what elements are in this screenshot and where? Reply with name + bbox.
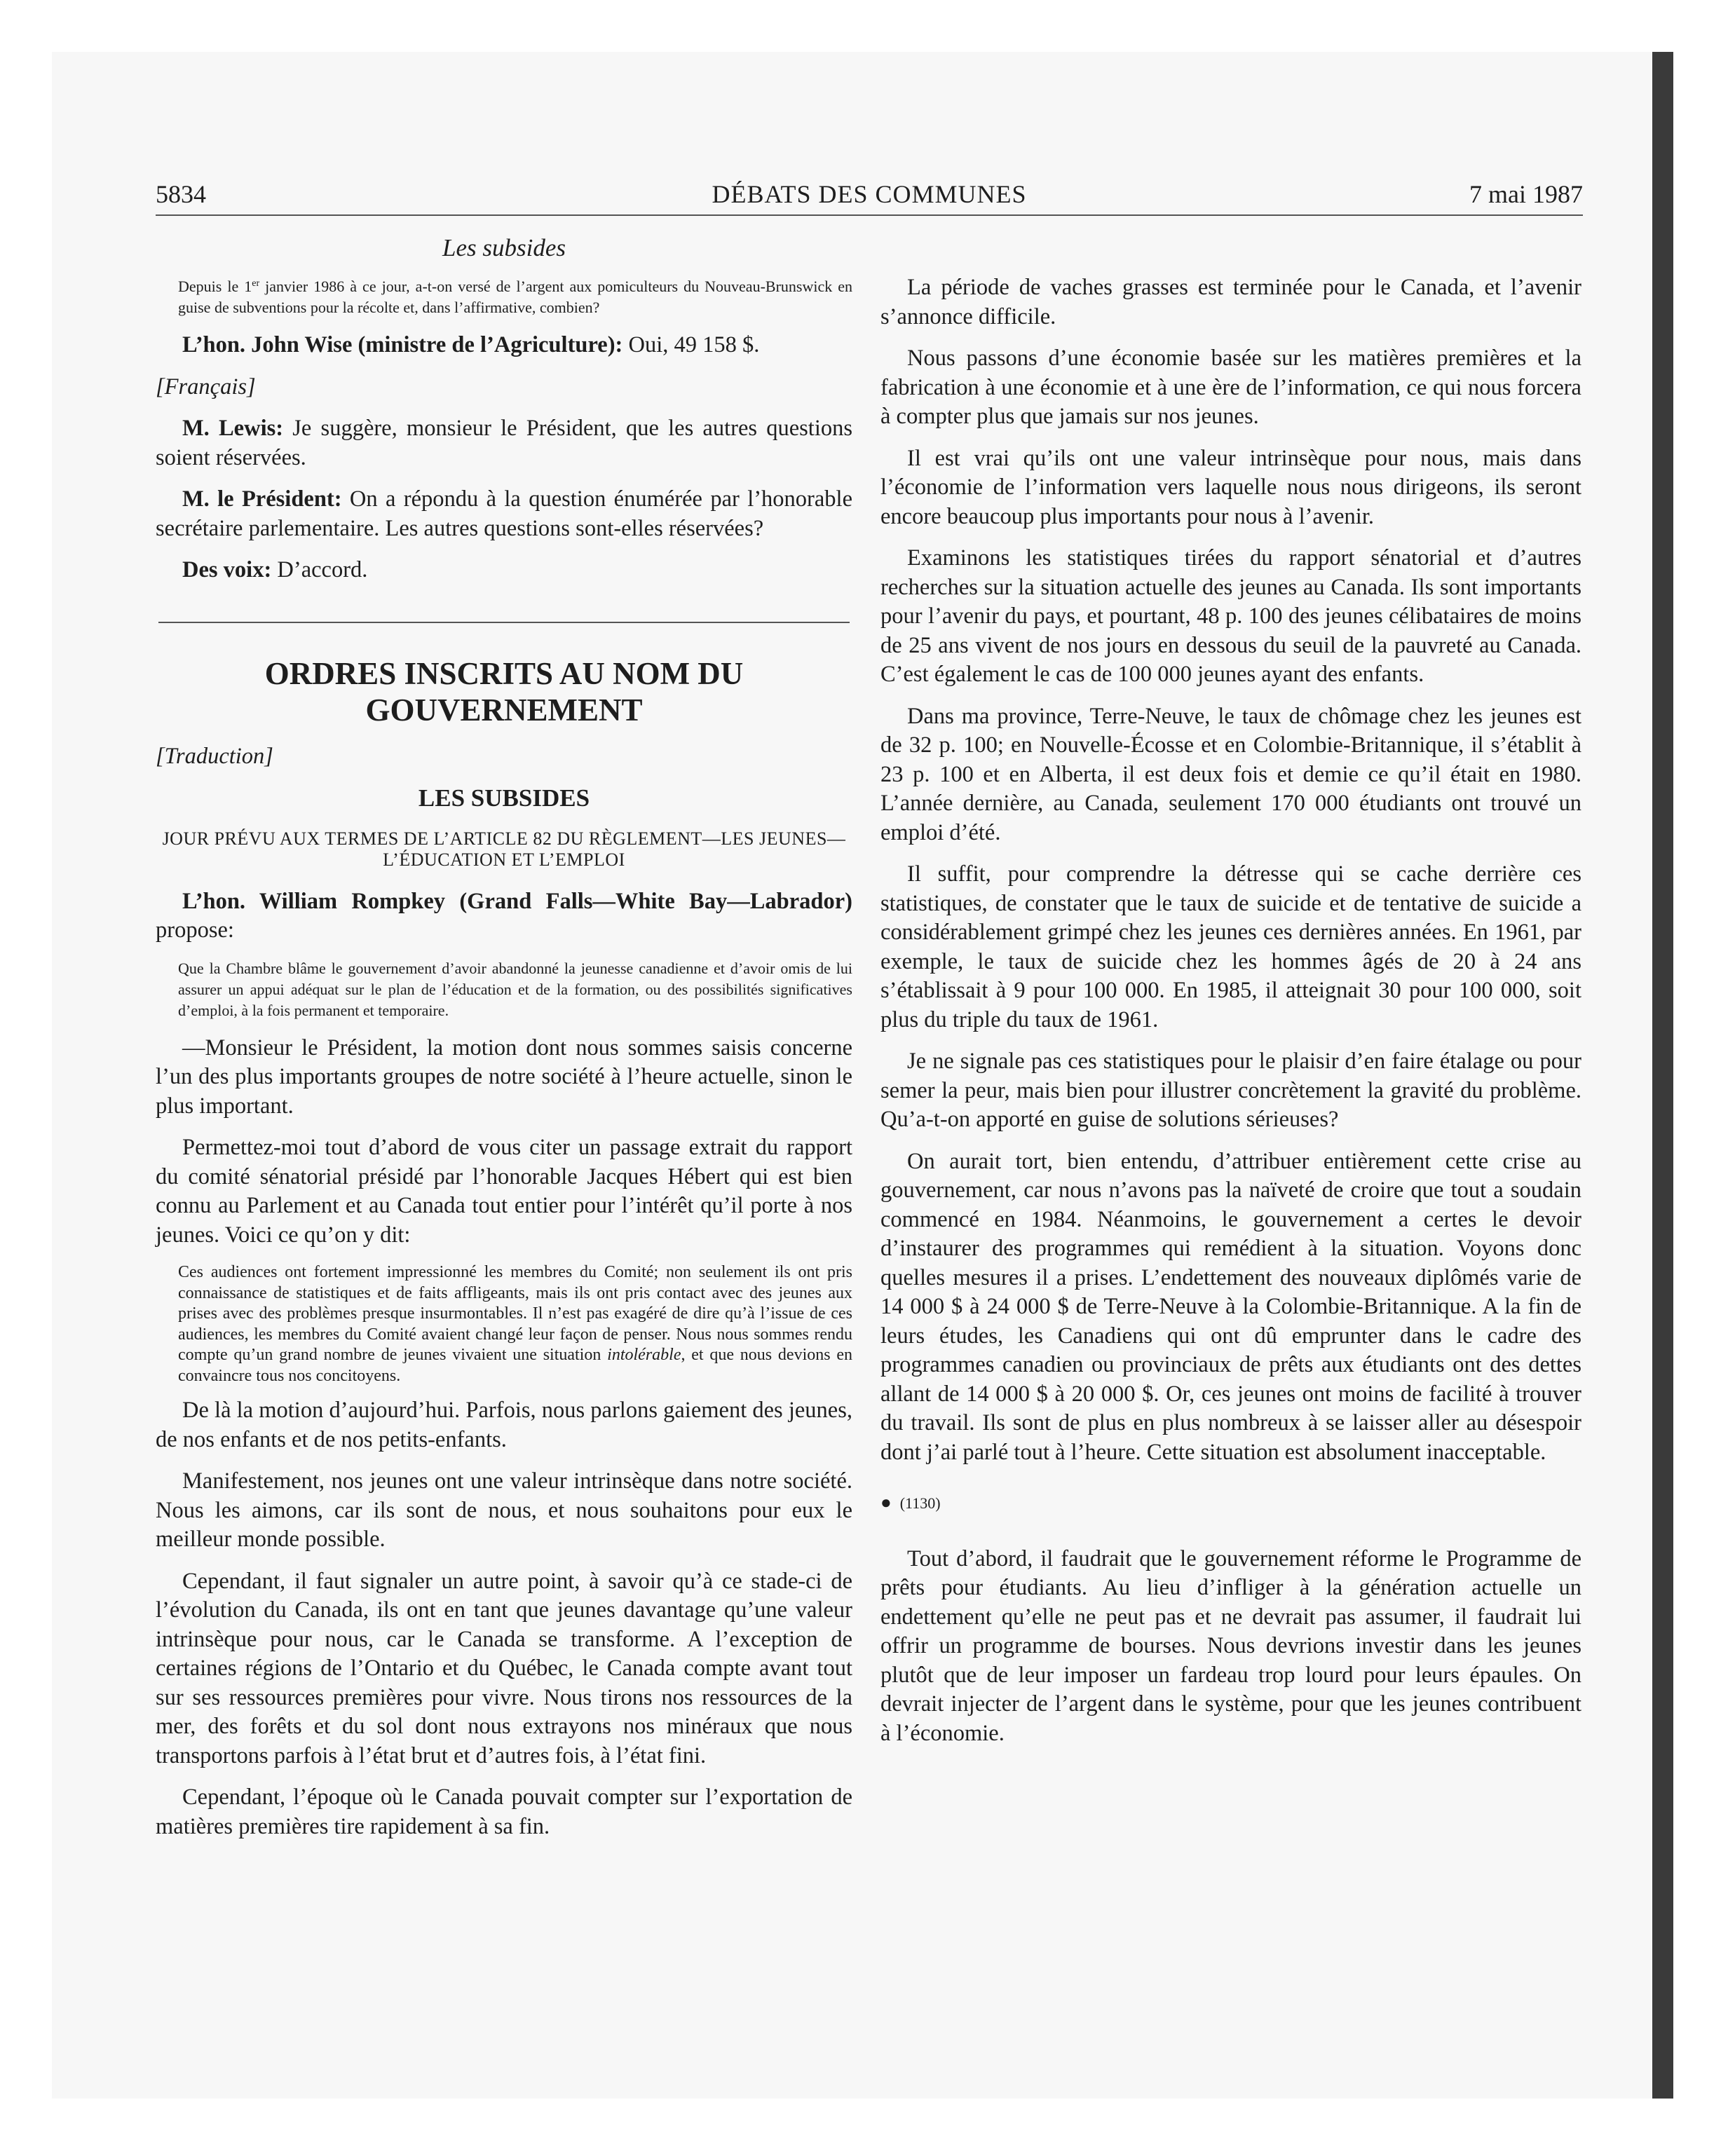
paragraph: —Monsieur le Président, la motion dont nous sommes saisis concerne l’un des plus importants groupes de notre société à l’heure actuelle, sinon le plus important. [156, 1035, 852, 1119]
paragraph: Je ne signale pas ces statistiques pour le plaisir d’en faire étalage ou pour semer la peur, mais bien pour illustrer concrètement la gravité du problème. Qu’a-t-on apporté en guise de solutions sérieuses? [880, 1049, 1581, 1132]
section-title: ORDRES INSCRITS AU NOM DU GOUVERNEMENT [264, 655, 744, 728]
lewis-statement [156, 414, 852, 472]
paragraph: Il est vrai qu’ils ont une valeur intrinsèque pour nous, mais dans l’économie de l’information vers laquelle nous nous dirigeons, ils seront encore beaucoup plus importants pour nous à l’avenir. [880, 445, 1581, 529]
time-marker [880, 1488, 1581, 1518]
wise-reply [156, 331, 852, 360]
paragraph: On aurait tort, bien entendu, d’attribuer entièrement cette crise au gouvernement, car nous n’avons pas la naïveté de croire que tout a soudain commencé en 1984. Néanmoins, le gouvernement a certes le devoir d’instaurer des programmes qui remédient à la situation. Voyons donc quelles mesures il a prises. L’endettement des nouveaux diplômés varie de 14 000 $ à 24 000 $ de Terre-Neuve à la Colombie-Britannique. A la fin de leurs études, les Canadiens qui ont dû emprunter dans le cadre des programmes canadien ou provinciaux de prêts aux étudiants ont des dettes allant de 14 000 $ à 20 000 $. Or, ces jeunes ont moins de facilité à trouver du travail. Ils sont de plus en plus nombreux à se laisser aller au désespoir dont j’ai parlé tout à l’heure. Cette situation est absolument inacceptable. [880, 1148, 1581, 1465]
paragraph: De là la motion d’aujourd’hui. Parfois, nous parlons gaiement des jeunes, de nos enfants et de nos petits-enfants. [156, 1398, 852, 1452]
language-marker-translation: [Traduction] [156, 743, 273, 769]
voices-text: D’accord. [271, 557, 368, 582]
scan-edge [1652, 52, 1673, 2099]
paragraph: Dans ma province, Terre-Neuve, le taux de chômage chez les jeunes est de 32 p. 100; en Nouvelle-Écosse et en Colombie-Britannique, il s’établit à 23 p. 100 et en Alberta, il est deux fois et demie ce qu’il était en 1980. L’année dernière, au Canada, seulement 170 000 étudiants ont trouvé un emploi d’été. [880, 703, 1581, 845]
page-date: 7 mai 1987 [1469, 180, 1583, 208]
subsection-title: LES SUBSIDES [418, 784, 590, 812]
section-divider [158, 622, 850, 623]
speaker-wise: L’hon. John Wise (ministre de l’Agriculture): [182, 332, 623, 357]
senate-report-quote [178, 1262, 852, 1386]
page-number: 5834 [156, 180, 206, 208]
time-marker-text: (1130) [899, 1494, 941, 1512]
publication-title: DÉBATS DES COMMUNES [712, 180, 1027, 208]
bullet-icon: ● [880, 1492, 892, 1513]
order-subheading: JOUR PRÉVU AUX TERMES DE L’ARTICLE 82 DU RÈGLEMENT—LES JEUNES—L’ÉDUCATION ET L’EMPLOI [162, 828, 846, 870]
paragraph: Tout d’abord, il faudrait que le gouvernement réforme le Programme de prêts pour étudiants. Au lieu d’infliger à la génération actuelle un endettement qu’elle ne peut pas et ne devrait pas assumer, il faudrait lui offrir un programme de bourses. Nous devrions investir dans les jeunes plutôt que de leur imposer un fardeau trop lourd pour leurs épaules. On devrait injecter de l’argent dans le système, pour que les jeunes contribuent à l’économie. [880, 1546, 1581, 1746]
paragraph: Manifestement, nos jeunes ont une valeur intrinsèque dans notre société. Nous les aimons, car ils sont de nous, et nous souhaitons pour eux le meilleur monde possible. [156, 1468, 852, 1552]
president-text: On a répondu à la question énumérée par l’honorable secrétaire parlementaire. Les autres questions sont-elles réservées? [156, 486, 852, 541]
page-header [156, 179, 1583, 216]
ordinal-superscript: er [252, 278, 260, 289]
question-text-end: janvier 1986 à ce jour, a-t-on versé de l’argent aux pomiculteurs du Nouveau-Brunswick en guise de subventions pour la récolte et, dans l’affirmative, combien? [178, 278, 853, 316]
paragraph: Nous passons d’une économie basée sur les matières premières et la fabrication à une économie et à une ère de l’information, ce qui nous forcera à compter plus que jamais sur nos jeunes. [880, 346, 1581, 429]
paragraph: Cependant, il faut signaler un autre point, à savoir qu’à ce stade-ci de l’évolution du Canada, ils ont en tant que jeunes davantage qu’une valeur intrinsèque pour nous, car le Canada se transforme. A l’exception de certaines régions de l’Ontario et du Québec, le Canada compte avant tout sur ses ressources premières pour vivre. Nous tirons nos ressources de la mer, des forêts et du sol dont nous extrayons nos minéraux que nous transportons parfois à l’état brut et d’autres fois, à l’état fini. [156, 1568, 852, 1768]
paragraph: Cependant, l’époque où le Canada pouvait compter sur l’exportation de matières premières tire rapidement à sa fin. [156, 1785, 852, 1839]
quote-emphasis: intolérable [607, 1346, 681, 1364]
speaker-president: M. le Président: [182, 486, 342, 512]
wise-text: Oui, 49 158 $. [622, 332, 760, 357]
speaker-lewis: M. Lewis: [182, 416, 284, 441]
speaker-voices: Des voix: [182, 557, 272, 582]
motion-text: Que la Chambre blâme le gouvernement d’avoir abandonné la jeunesse canadienne et d’avoir omis de lui assurer un appui adéquat sur le plan de l’éducation et de la formation, ou des possibilités significatives d’emploi, à la fois permanent et temporaire. [178, 959, 852, 1019]
paragraph: Il suffit, pour comprendre la détresse qui se cache derrière ces statistiques, de constater que le taux de suicide et de tentative de suicide a considérablement grimpé chez les jeunes ces dernières années. En 1961, par exemple, le taux de suicide chez les hommes âgés de 20 à 24 ans s’établissait à 9 pour 100 000. En 1985, il atteignait 30 pour 100 000, soit plus du triple du taux de 1961. [880, 861, 1581, 1032]
voices-statement [156, 556, 852, 585]
quote-text-start: Ces audiences ont fortement impressionné les membres du Comité; non seulement ils ont pris connaissance de statistiques et de faits affligeants, mais ils ont pris contact avec des jeunes aux prises avec des problèmes presque insurmontables. Il n’est pas exagéré de dire qu’à l’issue de ces audiences, les membres du Comité avaient changé leur façon de penser. Nous nous sommes rendu compte qu’un grand nombre de jeunes vivaient une situation [178, 1263, 852, 1364]
written-question [178, 273, 852, 318]
quote-text-end: , et que nous devions en convaincre tous nos concitoyens. [178, 1346, 853, 1385]
rompkey-motion-intro [156, 887, 852, 946]
paragraph: Examinons les statistiques tirées du rapport sénatorial et d’autres recherches sur la situation actuelle des jeunes au Canada. Ils sont importants pour l’avenir du pays, et pourtant, 48 p. 100 des jeunes célibataires de moins de 25 ans vivent de nos jours en dessous du seuil de la pauvreté au Canada. C’est également le cas de 100 000 jeunes ayant des enfants. [880, 545, 1581, 687]
question-text-start: Depuis le 1 [178, 278, 252, 295]
language-marker-french: [Français] [156, 374, 256, 400]
president-statement [156, 485, 852, 543]
speaker-rompkey: L’hon. William Rompkey (Grand Falls—White Bay—Labrador) [182, 888, 852, 914]
lewis-text: Je suggère, monsieur le Président, que les autres questions soient réservées. [156, 416, 852, 470]
running-head: Les subsides [442, 234, 566, 261]
left-column [156, 273, 852, 1854]
paragraph: Permettez-moi tout d’abord de vous citer un passage extrait du rapport du comité sénatorial présidé par l’honorable Jacques Hébert qui est bien connu au Parlement et au Canada tout entier pour l’intérêt qu’il porte à nos jeunes. Voici ce qu’on y dit: [156, 1135, 852, 1248]
paragraph: La période de vaches grasses est terminée pour le Canada, et l’avenir s’annonce difficile. [880, 275, 1581, 329]
right-column [880, 273, 1581, 1748]
rompkey-text: propose: [156, 917, 234, 943]
